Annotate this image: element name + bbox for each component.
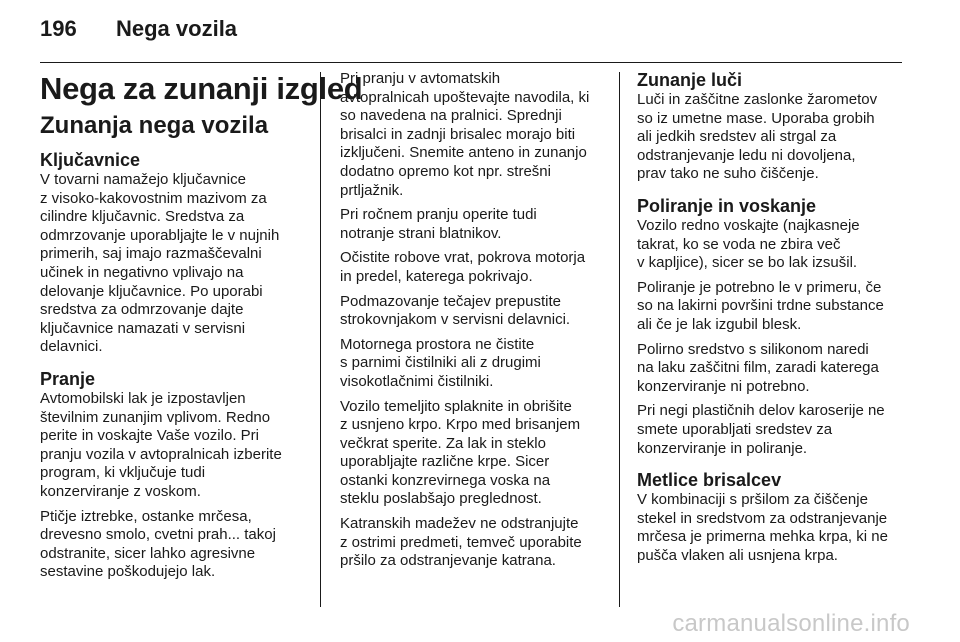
paragraph: Katranskih madežev ne odstranjujte z ostrimi predmeti, temveč uporabite pršilo za odstranjevanje katrana. — [340, 515, 582, 570]
section-title: Nega vozila — [116, 16, 238, 41]
paragraph: Avtomobilski lak je izpostavljen številnim zunanjim vplivom. Redno perite in voskajte Vaše vozilo. Pri pranju vozila v avtopralnicah izberite program, ki vključuje tudi konzerviranje z voskom. — [40, 389, 282, 500]
paragraph: Pri ročnem pranju operite tudi notranje strani blatnikov. — [340, 206, 537, 242]
paragraph: Polirno sredstvo s silikonom naredi na laku zaščitni film, zaradi katerega konzerviranje ni potrebno. — [637, 340, 879, 395]
section-heading: Poliranje in voskanje — [637, 195, 817, 216]
section-heading: Zunanje luči — [637, 70, 743, 90]
paragraph: Očistite robove vrat, pokrova motorja in predel, katerega pokrivajo. — [340, 249, 586, 285]
page-number: 196 — [40, 16, 77, 41]
paragraph: Pri pranju v avtomatskih avtopralnicah upoštevajte navodila, ki so navedena na pralnici. Sprednji brisalci in zadnji brisalec morajo biti izključeni. Snemite anteno in zunanjo dodatno opremo kot npr. strešni prtljažnik. — [340, 70, 590, 199]
page-title: Nega za zunanji izgled — [40, 71, 363, 106]
paragraph: Motornega prostora ne čistite s parnimi čistilniki ali z drugimi visokotlačnimi čistilniki. — [340, 335, 541, 390]
section-locks — [40, 150, 302, 357]
section-heading: Ključavnice — [40, 150, 141, 170]
column-divider — [619, 72, 620, 607]
column-left — [40, 70, 363, 594]
paragraph: Podmazovanje tečajev prepustite strokovnjakom v servisni delavnici. — [340, 292, 571, 329]
column-middle — [340, 70, 608, 577]
paragraph: Pri negi plastičnih delov karoserije ne smete uporabljati sredstev za konzerviranje in poliranje. — [637, 402, 885, 457]
paragraph: Ptičje iztrebke, ostanke mrčesa, drevesno smolo, cvetni prah... takoj odstranite, sicer lahko agresivne sestavine poškodujejo lak. — [40, 507, 276, 581]
section-polishing — [637, 196, 907, 458]
column-divider — [320, 72, 321, 607]
paragraph: V tovarni namažejo ključavnice z visoko-kakovostnim mazivom za cilindre ključavnic. Sredstva za odmrzovanje uporabljajte le v nujnih primerih, saj imajo razmaščevalni učinek in negativno vplivajo na delovanje ključavnice. Po uporabi sredstva za odmrzovanje dajte ključavnice namazati v servisni delavnici. — [40, 171, 280, 356]
paragraph: V kombinaciji s pršilom za čiščenje stekel in sredstvom za odstranjevanje mrčesa je primerna mehka krpa, ki ne pušča vlaken ali usnjena krpa. — [637, 491, 888, 564]
paragraph: Vozilo temeljito splaknite in obrišite z usnjeno krpo. Krpo med brisanjem večkrat sperite. Za lak in steklo uporabljajte različne krpe. Sicer ostanki konzrevirnega voska na steklu poslabšajo preglednost. — [340, 397, 581, 508]
watermark: carmanualsonline.info — [672, 610, 910, 637]
section-washing — [40, 369, 302, 582]
section-heading: Pranje — [40, 368, 96, 389]
page-header — [40, 16, 237, 48]
section-heading: Metlice brisalcev — [637, 470, 782, 491]
section-exterior-lights — [637, 70, 907, 184]
column-right — [637, 70, 907, 577]
paragraph: Poliranje je potrebno le v primeru, če so na lakirni površini trdne substance ali če je lak izgubil blesk. — [637, 278, 884, 333]
paragraph: Luči in zaščitne zaslonke žarometov so iz umetne mase. Uporaba grobih ali jedkih sredstev ali strgal za odstranjevanje ledu ni dovoljena, prav tako ne suho čiščenje. — [637, 91, 878, 183]
header-rule — [40, 62, 902, 63]
paragraph: Vozilo redno voskajte (najkasneje takrat, ko se voda ne zbira več v kapljice), sicer se bo lak izsušil. — [637, 216, 860, 272]
page-subtitle: Zunanja nega vozila — [40, 112, 269, 139]
section-wiper-blades — [637, 470, 907, 565]
